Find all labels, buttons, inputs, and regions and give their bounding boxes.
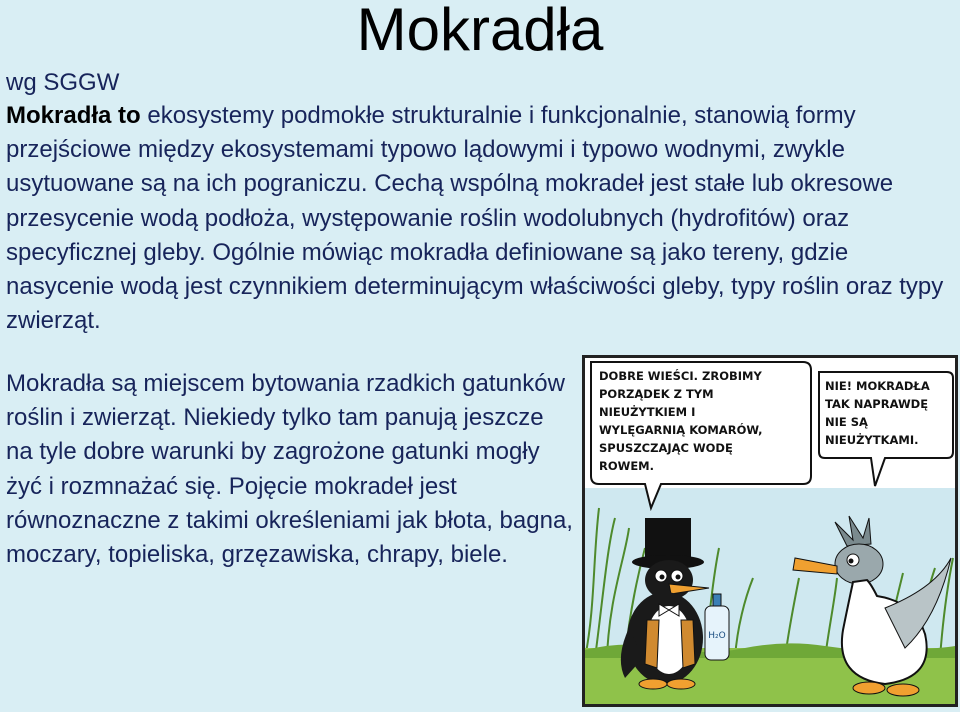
definition-paragraph xyxy=(6,99,954,338)
svg-text:SPUSZCZAJĄC WODĘ xyxy=(599,441,733,455)
left-bubble-line-2: PORZĄDEK Z TYM xyxy=(599,387,714,401)
svg-text:NIEUŻYTKAMI. xyxy=(825,432,919,447)
svg-text:WYLĘGARNIĄ KOMARÓW, xyxy=(599,422,762,437)
svg-text:PORZĄDEK Z TYM xyxy=(599,387,714,401)
source-attribution: wg SGGW xyxy=(6,69,120,96)
svg-text:NIE! MOKRADŁA xyxy=(825,379,930,393)
left-bubble-line-5: SPUSZCZAJĄC WODĘ xyxy=(599,441,733,455)
definition-term: Mokradła to xyxy=(6,102,141,129)
left-bubble-line-1: DOBRE WIEŚCI. ZROBIMY xyxy=(599,369,762,383)
svg-text:ROWEM. xyxy=(599,459,654,473)
svg-text:NIEUŻYTKIEM I xyxy=(599,404,695,419)
definition-text: ekosystemy podmokłe strukturalnie i funkcjonalnie, stanowią formy przejściowe między ekosystemami typowo lądowymi i typowo wodnymi, zwykle usytuowane są na ich pograniczu. Cechą wspólną mokradeł jest stałe lub okresowe przesycenie wodą podłoża, występowanie roślin wodolubnych (hydrofitów) oraz specyficznej gleby. Ogólnie mówiąc mokradła definiowane są jako tereny, gdzie nasycenie wodą jest czynnikiem determinującym właściwości gleby, typy roślin oraz typy zwierząt. xyxy=(6,102,944,335)
left-bubble-line-6: ROWEM. xyxy=(599,459,654,473)
left-bubble-line-4: WYLĘGARNIĄ KOMARÓW, xyxy=(599,423,763,437)
left-bubble-line-3: NIEUŻYTKIEM I xyxy=(599,405,696,419)
svg-text:DOBRE WIEŚCI. ZROBIMY xyxy=(599,368,762,383)
right-bubble-line-2: TAK NAPRAWDĘ xyxy=(825,397,929,411)
habitat-paragraph: Mokradła są miejscem bytowania rzadkich gatunków roślin i zwierząt. Niekiedy tylko tam panują jeszcze na tyle dobre warunki by zagrożone gatunki mogły żyć i rozmnażać się. Pojęcie mokradeł jest równoznaczne z takimi określeniami jak błota, bagna, moczary, topieliska, grzęzawiska, chrapy, biele. xyxy=(6,370,573,569)
comic-illustration xyxy=(582,355,958,707)
right-bubble-line-1: NIE! MOKRADŁA xyxy=(825,379,930,393)
bottle-label: H₂O xyxy=(708,631,726,641)
right-bubble-line-4: NIEUŻYTKAMI. xyxy=(825,433,919,447)
slide-title: Mokradła xyxy=(356,0,604,63)
svg-text:NIE SĄ xyxy=(825,415,868,429)
right-bubble-line-3: NIE SĄ xyxy=(825,415,868,429)
svg-text:TAK NAPRAWDĘ xyxy=(825,397,928,411)
